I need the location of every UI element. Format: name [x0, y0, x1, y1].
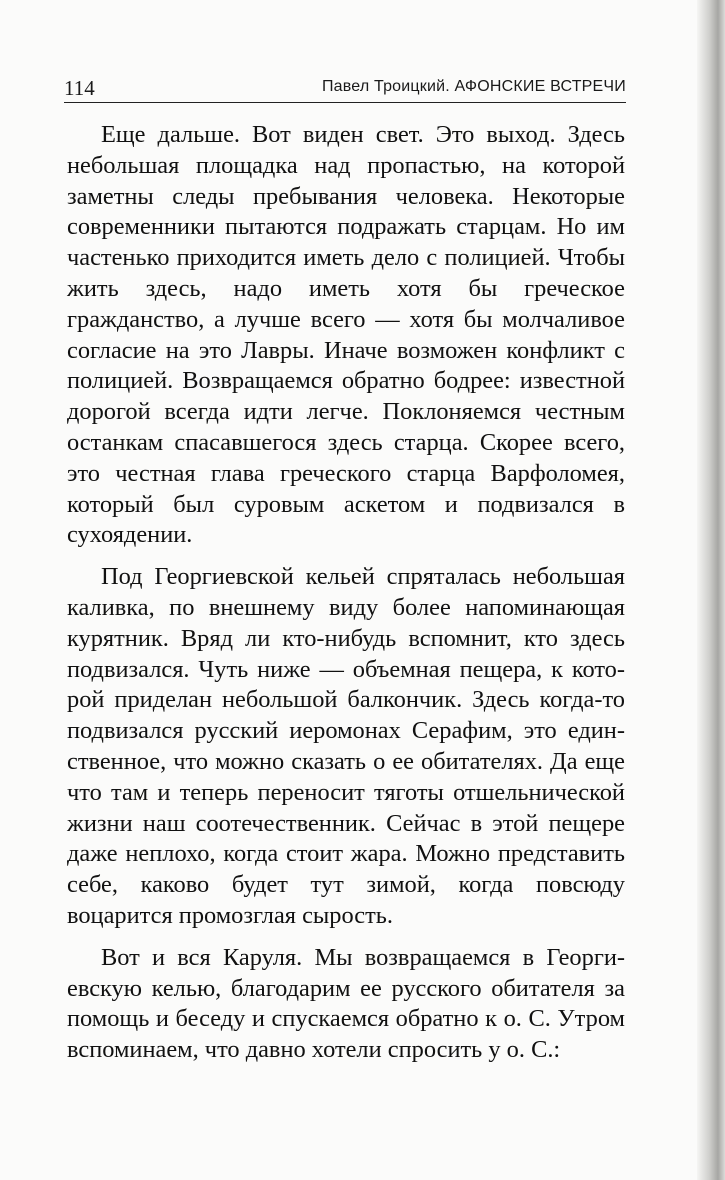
paragraph: Под Георгиевской кельей спряталась небольшая каливка, по внешнему виду более напоминающая курятник. Вряд ли кто-нибудь вспомнит, кто здесь подвизался. Чуть ниже — объемная пещера, к которой приделан небольшой балкончик. Здесь когда-то подвизался русский иеромонах Серафим, это единственное, что можно сказать о ее обитателях. Да еще что там и теперь переносит тяготы отшельнической жизни наш соотечественник. Сейчас в этой пещере даже неплохо, когда стоит жара. Можно представить себе, каково будет тут зимой, когда повсюду воцарится промозглая сырость.: [67, 563, 625, 929]
page-header: [64, 74, 626, 103]
paragraph: Еще дальше. Вот виден свет. Это выход. Здесь небольшая площадка над пропастью, на которой заметны следы пребывания человека. Некоторые современники пытаются подражать старцам. Но им частенько приходится иметь дело с полицией. Чтобы жить здесь, надо иметь хотя бы греческое гражданство, а лучше всего — хотя бы молчаливое согласие на это Лавры. Иначе возможен конфликт с полицией. Возвращаемся обратно бодрее: известной дорогой всегда идти легче. Поклоняемся честным останкам спасавшегося здесь старца. Скорее всего, это честная глава греческого старца Варфоломея, который был суровым аскетом и подвизался в сухоядении.: [67, 121, 625, 549]
page-number: 114: [64, 76, 95, 100]
running-title: Павел Троицкий. АФОНСКИЕ ВСТРЕЧИ: [321, 78, 626, 95]
paragraph: Вот и вся Каруля. Мы возвращаемся в Георгиевскую келью, благодарим ее русского обитателя за помощь и беседу и спускаемся обратно к о. С. Утром вспоминаем, что давно хотели спросить у о. С.:: [67, 943, 625, 1064]
body-text: [67, 120, 625, 1066]
scan-edge-shadow: [697, 0, 725, 1180]
